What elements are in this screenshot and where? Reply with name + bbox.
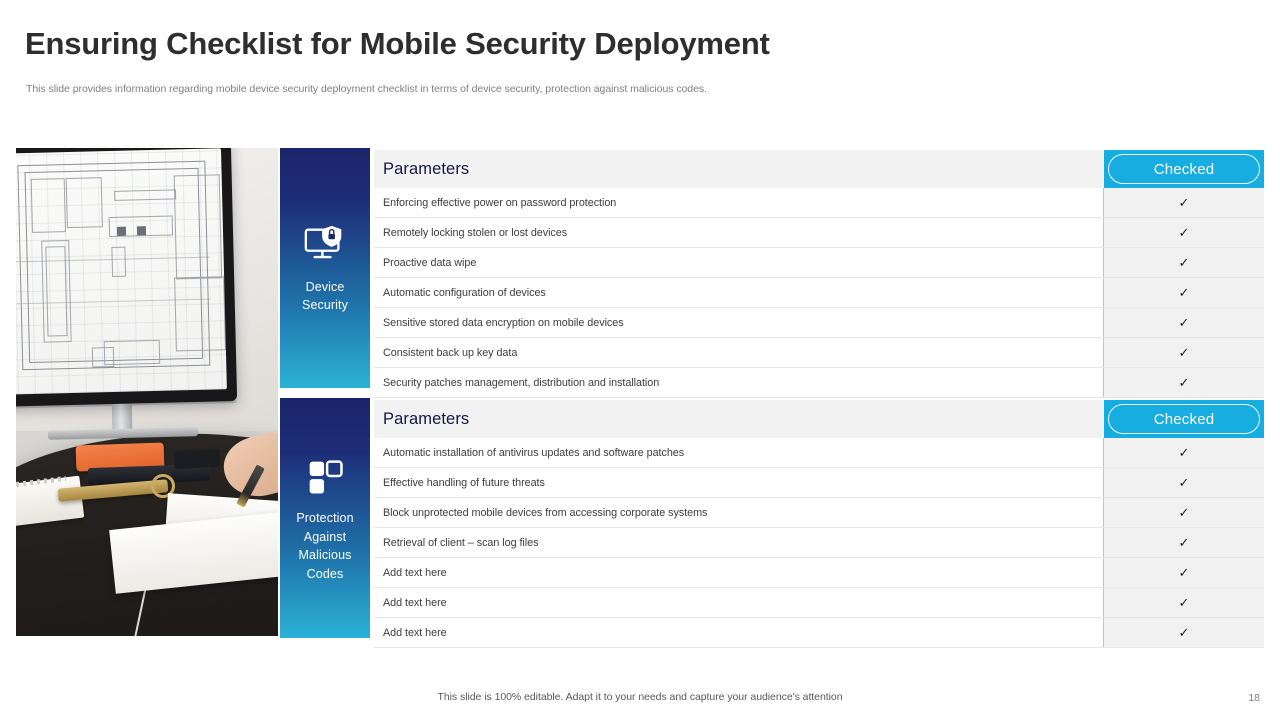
checked-cell[interactable] (1104, 188, 1264, 217)
column-header-checked (1104, 400, 1264, 438)
checked-pill (1108, 154, 1260, 184)
column-header-parameters-label: Parameters (383, 409, 470, 428)
parameter-text: Retrieval of client – scan log files (383, 536, 539, 549)
checked-cell[interactable] (1104, 498, 1264, 527)
checked-cell[interactable] (1104, 558, 1264, 587)
check-mark-icon: ✓ (1178, 315, 1190, 330)
check-mark-icon: ✓ (1178, 475, 1190, 490)
category-panel-protection-against-malicious-codes (280, 398, 370, 638)
parameter-text: Security patches management, distribution and installation (383, 376, 660, 389)
parameter-text: Remotely locking stolen or lost devices (383, 226, 568, 239)
category-label: Protection Against Malicious Codes (296, 511, 354, 581)
photo-blueprint-screen (16, 148, 227, 394)
photo-phone (174, 449, 221, 469)
column-header-checked-label: Checked (1153, 410, 1215, 428)
photo-monitor (16, 148, 237, 407)
checked-cell[interactable] (1104, 308, 1264, 337)
parameter-text: Add text here (383, 566, 447, 579)
checked-cell[interactable] (1104, 468, 1264, 497)
blocks-malware-icon (302, 453, 348, 499)
check-mark-icon: ✓ (1178, 375, 1190, 390)
check-mark-icon: ✓ (1178, 195, 1190, 210)
table-row[interactable] (374, 528, 1264, 558)
parameter-cell (374, 438, 1104, 467)
parameter-text: Automatic installation of antivirus updates and software patches (383, 446, 685, 459)
column-header-parameters-label: Parameters (383, 159, 470, 178)
check-mark-icon: ✓ (1178, 535, 1190, 550)
page-title: Ensuring Checklist for Mobile Security Deployment (25, 26, 770, 61)
checked-pill (1108, 404, 1260, 434)
parameter-cell (374, 468, 1104, 497)
table-header-row (374, 150, 1264, 188)
check-mark-icon: ✓ (1178, 595, 1190, 610)
table-row[interactable] (374, 338, 1264, 368)
checked-cell[interactable] (1104, 368, 1264, 397)
column-header-checked (1104, 150, 1264, 188)
check-mark-icon: ✓ (1178, 445, 1190, 460)
checked-cell[interactable] (1104, 618, 1264, 647)
table-row[interactable] (374, 278, 1264, 308)
parameter-text: Automatic configuration of devices (383, 286, 546, 299)
parameter-text: Enforcing effective power on password protection (383, 196, 617, 209)
column-header-parameters (374, 150, 1104, 188)
page-subtitle: This slide provides information regarding mobile device security deployment checklist in terms of device security, protection against malicious codes. (26, 83, 707, 95)
checked-cell[interactable] (1104, 218, 1264, 247)
check-mark-icon: ✓ (1178, 505, 1190, 520)
table-row[interactable] (374, 438, 1264, 468)
check-mark-icon: ✓ (1178, 625, 1190, 640)
checked-cell[interactable] (1104, 588, 1264, 617)
table-row[interactable] (374, 588, 1264, 618)
parameter-text: Block unprotected mobile devices from accessing corporate systems (383, 506, 708, 519)
check-mark-icon: ✓ (1178, 345, 1190, 360)
table-row[interactable] (374, 188, 1264, 218)
checked-cell[interactable] (1104, 338, 1264, 367)
parameter-cell (374, 588, 1104, 617)
column-header-parameters (374, 400, 1104, 438)
table-row[interactable] (374, 218, 1264, 248)
category-panel-device-security (280, 148, 370, 388)
check-mark-icon: ✓ (1178, 285, 1190, 300)
table-row[interactable] (374, 308, 1264, 338)
table-header-row (374, 400, 1264, 438)
table-row[interactable] (374, 468, 1264, 498)
page-number: 18 (1248, 692, 1260, 704)
table-row[interactable] (374, 498, 1264, 528)
checklist-table-device-security (374, 150, 1264, 398)
parameter-text: Sensitive stored data encryption on mobile devices (383, 316, 624, 329)
parameter-cell (374, 618, 1104, 647)
parameter-cell (374, 528, 1104, 557)
parameter-text: Effective handling of future threats (383, 476, 545, 489)
column-header-checked-label: Checked (1153, 160, 1215, 178)
parameter-text: Add text here (383, 596, 447, 609)
checklist-table-protection-against-malicious-codes (374, 400, 1264, 648)
parameter-cell (374, 188, 1104, 217)
parameter-cell (374, 558, 1104, 587)
category-label: Device Security (302, 279, 348, 312)
parameter-text: Add text here (383, 626, 447, 639)
parameter-text: Proactive data wipe (383, 256, 477, 269)
table-row[interactable] (374, 618, 1264, 648)
table-row[interactable] (374, 368, 1264, 398)
table-row[interactable] (374, 248, 1264, 278)
checked-cell[interactable] (1104, 248, 1264, 277)
check-mark-icon: ✓ (1178, 225, 1190, 240)
monitor-shield-lock-icon (302, 222, 348, 268)
parameter-cell (374, 248, 1104, 277)
parameter-cell (374, 498, 1104, 527)
check-mark-icon: ✓ (1178, 565, 1190, 580)
parameter-cell (374, 278, 1104, 307)
table-row[interactable] (374, 558, 1264, 588)
parameter-cell (374, 368, 1104, 397)
parameter-cell (374, 338, 1104, 367)
desk-photo (16, 148, 278, 636)
check-mark-icon: ✓ (1178, 255, 1190, 270)
parameter-text: Consistent back up key data (383, 346, 518, 359)
checked-cell[interactable] (1104, 528, 1264, 557)
footer-note: This slide is 100% editable. Adapt it to your needs and capture your audience's attention (437, 691, 843, 703)
parameter-cell (374, 308, 1104, 337)
checked-cell[interactable] (1104, 278, 1264, 307)
parameter-cell (374, 218, 1104, 247)
checked-cell[interactable] (1104, 438, 1264, 467)
